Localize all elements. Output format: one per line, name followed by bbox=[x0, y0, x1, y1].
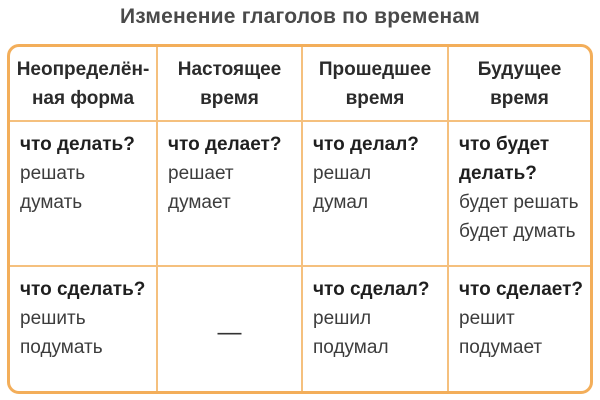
header-present-tense bbox=[158, 47, 303, 122]
cell-present-perfective bbox=[158, 267, 303, 391]
header-present-line1: Настоящее bbox=[177, 59, 282, 80]
cell-past-imperfective bbox=[303, 122, 449, 267]
question: что делал? bbox=[313, 134, 419, 155]
header-past-line2: время bbox=[345, 88, 405, 109]
verb-form: думает bbox=[168, 192, 231, 213]
verb-form: подумает bbox=[459, 337, 543, 358]
question: что сделал? bbox=[313, 279, 430, 300]
question: что делать? bbox=[20, 134, 135, 155]
question: что делает? bbox=[168, 134, 282, 155]
page-title: Изменение глаголов по временам bbox=[120, 5, 480, 28]
header-future-line1: Будущее bbox=[477, 59, 562, 80]
question: что сделает? bbox=[459, 279, 584, 300]
cell-indefinite-perfective bbox=[10, 267, 158, 391]
cell-past-perfective bbox=[303, 267, 449, 391]
question: делать? bbox=[459, 163, 537, 184]
question: что будет bbox=[459, 134, 550, 155]
cell-indefinite-imperfective bbox=[10, 122, 158, 267]
header-indefinite-form bbox=[10, 47, 158, 122]
table-grid bbox=[10, 47, 590, 391]
header-future-line2: время bbox=[490, 88, 549, 109]
verb-form: решать bbox=[20, 163, 86, 184]
verb-form: будет думать bbox=[459, 221, 576, 242]
verb-form: решает bbox=[168, 163, 234, 184]
header-past-tense bbox=[303, 47, 449, 122]
verb-form: думать bbox=[20, 192, 83, 213]
header-present-line2: время bbox=[200, 88, 259, 109]
verb-form: решил bbox=[313, 308, 372, 329]
dash-placeholder: — bbox=[217, 318, 242, 346]
header-past-line1: Прошедшее bbox=[318, 59, 432, 80]
header-future-tense bbox=[449, 47, 590, 122]
cell-future-perfective bbox=[449, 267, 590, 391]
verb-form: решит bbox=[459, 308, 515, 329]
verb-form: подумать bbox=[20, 337, 103, 358]
header-indefinite-line1: Неопределён- bbox=[16, 59, 150, 80]
verb-form: решал bbox=[313, 163, 372, 184]
cell-future-imperfective bbox=[449, 122, 590, 267]
verb-form: будет решать bbox=[459, 192, 579, 213]
verb-tense-table bbox=[7, 44, 593, 394]
verb-form: решить bbox=[20, 308, 86, 329]
cell-present-imperfective bbox=[158, 122, 303, 267]
question: что сделать? bbox=[20, 279, 146, 300]
header-indefinite-line2: ная форма bbox=[31, 88, 135, 109]
verb-form: думал bbox=[313, 192, 369, 213]
verb-form: подумал bbox=[313, 337, 389, 358]
